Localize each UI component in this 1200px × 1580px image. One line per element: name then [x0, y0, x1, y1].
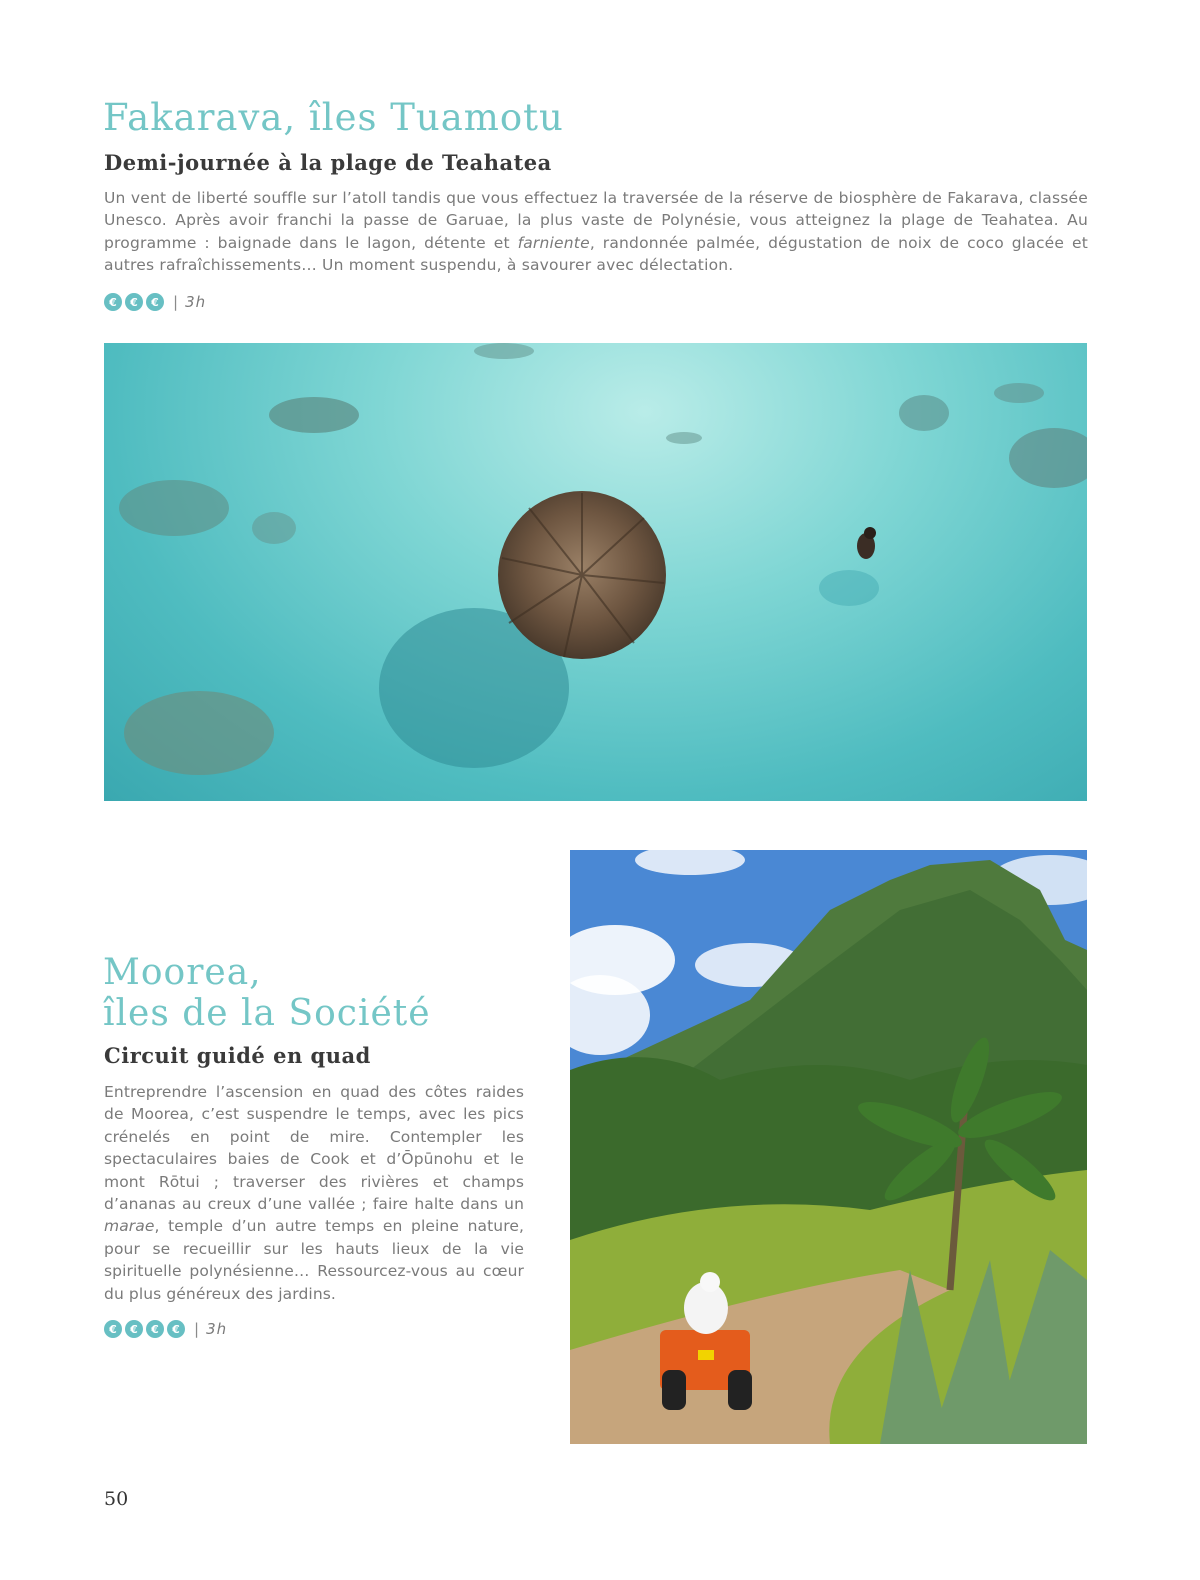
section2-title	[103, 952, 431, 1034]
section1-price-duration	[104, 293, 206, 311]
separator: |	[194, 1320, 200, 1338]
lagoon-aerial-photo	[104, 343, 1087, 801]
section1-text-italic: farniente	[517, 233, 590, 252]
section2-description	[104, 1081, 524, 1305]
section2-text-italic: marae	[104, 1217, 155, 1236]
section2-text-part-b: , temple d’un autre temps en pleine nature, pour se recueillir sur les hauts lieux de la vie spirituelle polynésienne… Ressourcez-vous au cœur du plus généreux des jardins.	[104, 1217, 524, 1303]
page-number: 50	[104, 1488, 129, 1510]
section1-title: Fakarava, îles Tuamotu	[103, 96, 564, 139]
section2-price-duration	[104, 1320, 227, 1338]
price-coin-icon: €	[146, 1320, 164, 1338]
section1-subtitle: Demi-journée à la plage de Teahatea	[104, 150, 552, 175]
section2-subtitle: Circuit guidé en quad	[104, 1043, 371, 1068]
section1-description	[104, 187, 1088, 277]
price-coin-icon: €	[104, 1320, 122, 1338]
lagoon-illustration	[104, 343, 1087, 801]
section1-duration: 3h	[185, 293, 207, 311]
price-coin-icon: €	[125, 1320, 143, 1338]
section2-title-line2: îles de la Société	[103, 993, 431, 1034]
price-coin-icon: €	[167, 1320, 185, 1338]
price-coin-icon: €	[104, 293, 122, 311]
section2-title-line1: Moorea,	[103, 952, 262, 993]
section1-text-part-a: Un vent de liberté souffle sur l’atoll tandis que vous effectuez la traversée de la réserve de biosphère de Fakarava, classée Unesco. Après avoir franchi la passe de Garuae, la plus vaste de Polynésie, vous atteignez la plage de Teahatea. Au programme : baignade dans le lagon, détente et	[104, 189, 1088, 252]
separator: |	[173, 293, 179, 311]
section2-text-part-a: Entreprendre l’ascension en quad des côtes raides de Moorea, c’est suspendre le temps, avec les pics crénelés en point de mire. Contempler les spectaculaires baies de Cook et d’Ōpūnohu et le mont Rōtui ; traverser des rivières et champs d’ananas au creux d’une vallée ; faire halte dans un	[104, 1083, 524, 1214]
section1-text-part-b: , randonnée palmée, dégustation de noix de coco glacée et autres rafraîchissements… Un moment suspendu, à savourer avec délectation.	[104, 233, 1088, 275]
moorea-illustration	[570, 850, 1087, 1444]
price-coin-icon: €	[146, 293, 164, 311]
price-coin-icon: €	[125, 293, 143, 311]
moorea-quad-photo	[570, 850, 1087, 1444]
section2-duration: 3h	[206, 1320, 228, 1338]
